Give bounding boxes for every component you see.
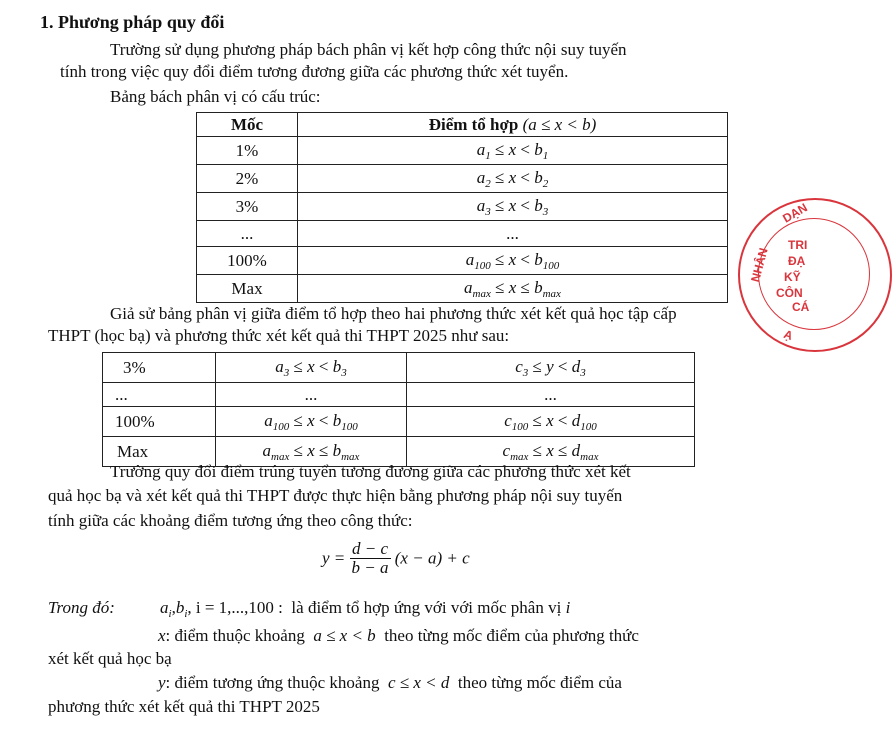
table-intro: Bảng bách phân vị có cấu trúc: [110,87,321,106]
table-row [197,165,728,193]
row-label: ... [103,383,216,407]
table-row [197,275,728,303]
formula-numerator: d − c [350,540,391,559]
definition-1: $a_i,b_i$, i = 1,...,100 : là điểm tổ hợp ứng với với mốc phân vị i [160,598,571,620]
definition-2 [158,626,639,646]
row-range: $a_1 \le x < b_1$ [298,137,728,165]
row-label: 100% [103,407,216,437]
seal-text: TRI [788,238,808,252]
def1-var: i [565,598,571,617]
def3-cond: c ≤ x < d [387,673,450,692]
formula-fraction [350,540,391,577]
paragraph-3-line-1: Trường quy đổi điểm trúng tuyển tương đương giữa các phương thức xét kết [110,462,631,481]
def1-range: , i = 1,...,100 : [187,598,283,617]
table-row [197,247,728,275]
row-range-c: $c_3 \le y < d_3$ [407,353,695,383]
def1-text: là điểm tổ hợp ứng với với mốc phân vị [291,598,562,617]
row-label: 1% [197,137,298,165]
seal-text: KỸ [784,270,801,284]
row-label: Max [197,275,298,303]
row-label: Max [103,437,216,467]
section-heading: 1. Phương pháp quy đổi [40,12,225,32]
table-header-moc: Mốc [197,113,298,137]
paragraph-2-line-2: THPT (học bạ) và phương thức xét kết quả thi THPT 2025 như sau: [48,326,510,345]
header-diem-label: Điểm tổ hợp [428,114,519,134]
paragraph-3-line-3: tính giữa các khoảng điểm tương ứng theo công thức: [48,511,413,530]
def2-text-a: : điểm thuộc khoảng [165,626,305,645]
paragraph-1-line-2: tính trong việc quy đổi điểm tương đương giữa các phương thức xét tuyển. [60,62,569,81]
row-range-c: $c_{max} \le x \le d_{max}$ [407,437,695,467]
def1-math: a [160,598,169,617]
row-ellipsis: ... [298,221,728,247]
def2-var: x [158,626,166,645]
seal-text: CÁ [792,300,810,314]
row-label: 2% [197,165,298,193]
row-label: ... [197,221,298,247]
percentile-table [196,112,728,303]
table-row [197,221,728,247]
def3-text-b: theo từng mốc điểm của [457,673,622,692]
paragraph-3-line-2: quả học bạ và xét kết quả thi THPT được thực hiện bằng phương pháp nội suy tuyến [48,486,623,505]
definitions-label: Trong đó: [48,598,115,617]
row-ellipsis: ... [407,383,695,407]
row-range: $a_2 \le x < b_2$ [298,165,728,193]
row-label: 3% [197,193,298,221]
definition-3-line-2: phương thức xét kết quả thi THPT 2025 [48,697,320,716]
conversion-table [102,352,695,467]
seal-text: Ạ [781,326,795,344]
def2-cond: a ≤ x < b [313,626,376,645]
row-range: $a_3 \le x < b_3$ [298,193,728,221]
seal-text: ĐẠ [788,254,806,268]
row-range-a: $a_{max} \le x \le b_{max}$ [216,437,407,467]
formula-rhs: (x − a) + c [394,548,470,568]
row-range-a: $a_{100} \le x < b_{100}$ [216,407,407,437]
row-range-c: $c_{100} \le x < d_{100}$ [407,407,695,437]
paragraph-2-line-1: Giả sử bảng phân vị giữa điểm tổ hợp theo hai phương thức xét kết quả học tập cấp [110,304,677,323]
header-condition: (a ≤ x < b) [522,114,597,134]
table-header-diem [298,113,728,137]
seal-text: NHÂN [748,246,771,284]
def2-text-b: theo từng mốc điểm của phương thức [384,626,639,645]
paragraph-1-line-1: Trường sử dụng phương pháp bách phân vị kết hợp công thức nội suy tuyến [110,40,627,59]
seal-text: CÔN [776,286,803,300]
row-range: $a_{max} \le x \le b_{max}$ [298,275,728,303]
definition-3 [158,673,622,693]
row-range-a: $a_3 \le x < b_3$ [216,353,407,383]
formula-lhs: y = [322,548,346,568]
definition-2-line-2: xét kết quả học bạ [48,649,172,668]
row-ellipsis: ... [216,383,407,407]
formula-denominator: b − a [351,558,389,577]
table-row [103,407,695,437]
seal-inner-ring [758,218,870,330]
interpolation-formula [322,540,470,577]
def3-var: y [158,673,166,692]
row-range: $a_{100} \le x < b_{100}$ [298,247,728,275]
table-row [103,353,695,383]
row-label: 100% [197,247,298,275]
table-row [197,193,728,221]
red-seal-stamp [738,198,892,352]
table-row [103,383,695,407]
def3-text-a: : điểm tương ứng thuộc khoảng [165,673,380,692]
row-label: 3% [103,353,216,383]
table-row [197,137,728,165]
seal-text: DẠN [780,200,810,226]
